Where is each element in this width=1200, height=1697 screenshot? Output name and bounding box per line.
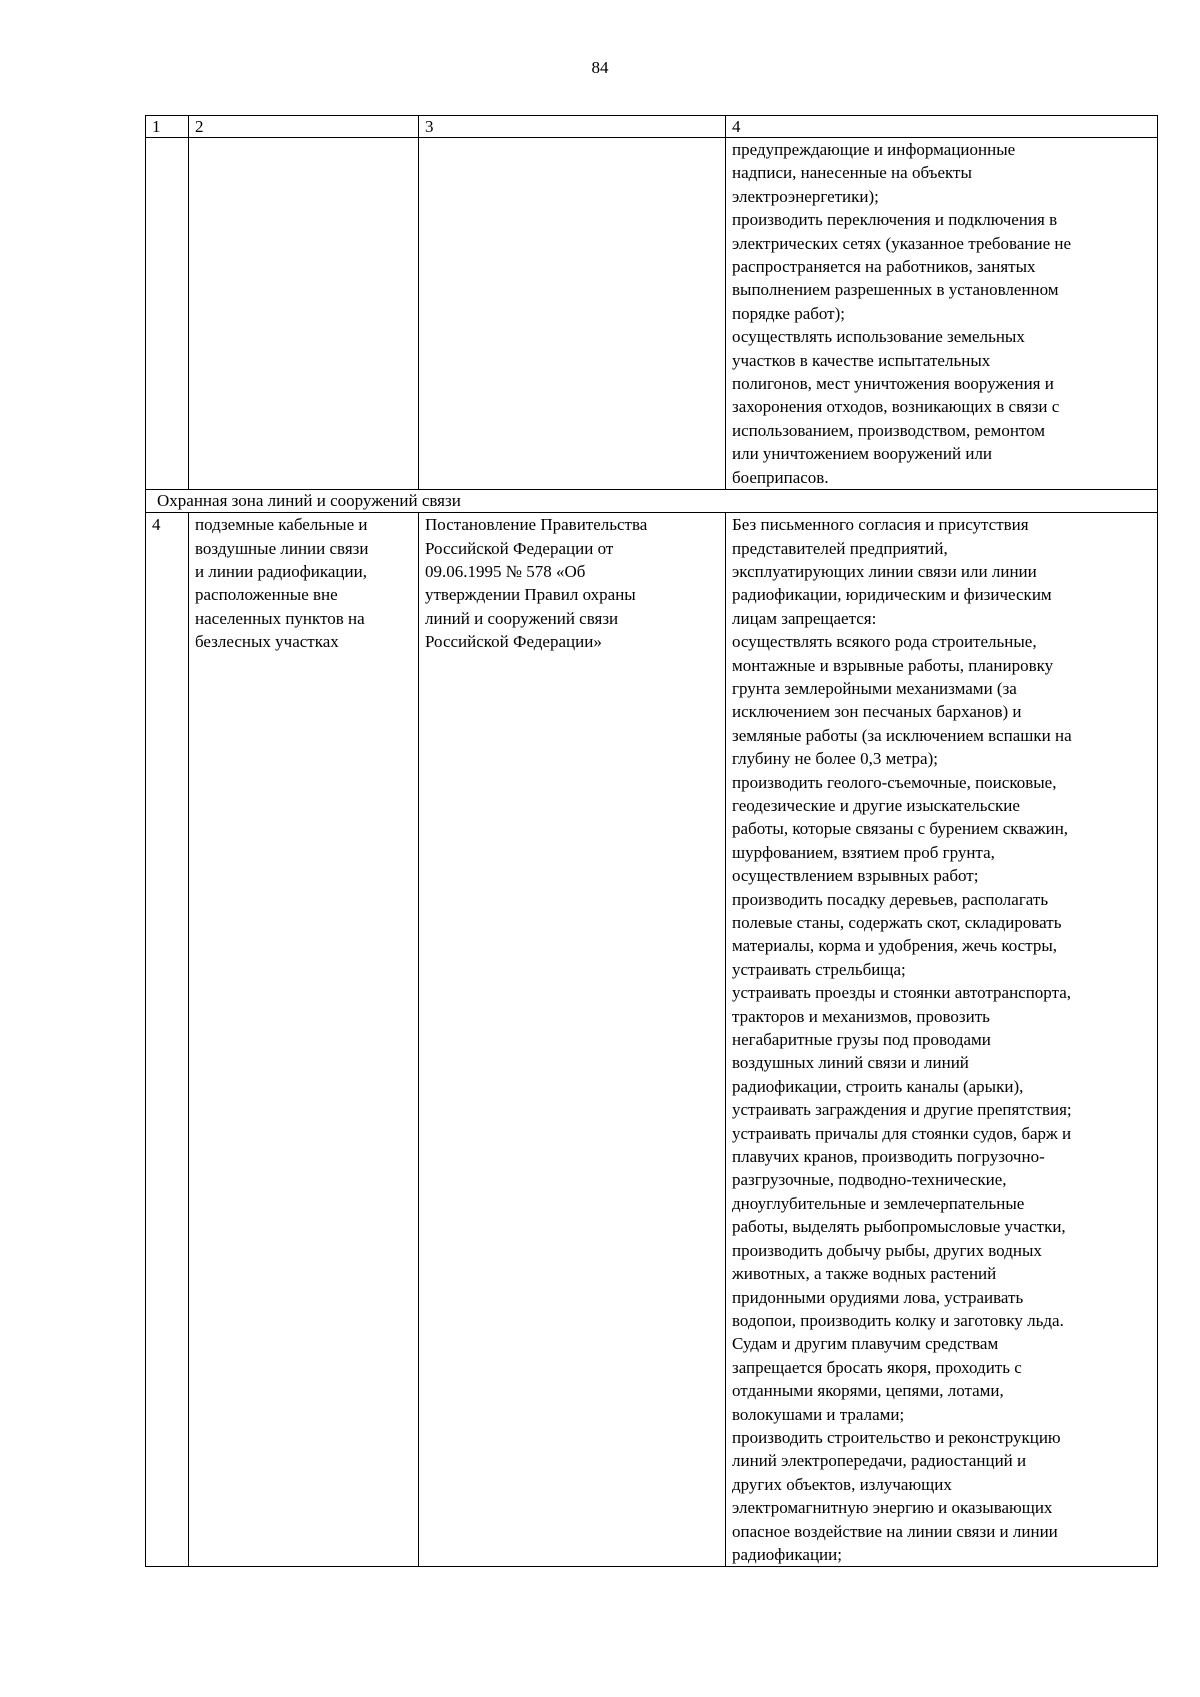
text-line: полевые станы, содержать скот, складировать xyxy=(732,913,1062,932)
text-line: лицам запрещается: xyxy=(732,608,877,628)
text-line: эксплуатирующих линии связи или линии xyxy=(732,561,1037,581)
object-description-cell xyxy=(189,513,419,1567)
text-line: материалы, корма и удобрения, жечь костры, xyxy=(732,936,1058,956)
header-cell-2: 2 xyxy=(189,116,419,138)
text-line: монтажные и взрывные работы, планировку xyxy=(732,655,1054,675)
text-line: Постановление Правительства xyxy=(425,515,648,535)
text-line: шурфованием, взятием проб грунта, xyxy=(732,842,995,862)
text-line: глубину не более 0,3 метра); xyxy=(732,749,938,769)
text-line: устраивать заграждения и другие препятствия; xyxy=(732,1100,1072,1120)
text-line: негабаритные грузы под проводами xyxy=(732,1030,991,1050)
text-line: радиофикации, юридическим и физическим xyxy=(732,585,1052,605)
row-number-cell: 4 xyxy=(146,513,189,1567)
text-line: электроэнергетики); xyxy=(732,186,879,206)
continuation-cell-1 xyxy=(146,138,189,490)
text-line: устраивать стрельбища; xyxy=(732,959,906,979)
text-line: представителей предприятий, xyxy=(732,538,948,558)
text-line: производить строительство и реконструкцию xyxy=(732,1427,1061,1447)
text-line: осуществлять использование земельных xyxy=(732,327,1025,347)
text-line: Российской Федерации» xyxy=(425,632,602,652)
text-line: производить геолого-съемочные, поисковые, xyxy=(732,772,1057,792)
text-line: воздушные линии связи xyxy=(195,538,369,558)
text-line: отданными якорями, цепями, лотами, xyxy=(732,1381,1004,1401)
text-line: использованием, производством, ремонтом xyxy=(732,420,1046,440)
text-line: производить посадку деревьев, располагать xyxy=(732,889,1049,909)
continuation-cell-3 xyxy=(419,138,726,490)
text-line: устраивать проезды и стоянки автотранспорта, xyxy=(732,983,1072,1003)
restrictions-cell xyxy=(726,513,1158,1567)
continuation-cell-2 xyxy=(189,138,419,490)
text-line: надписи, нанесенные на объекты xyxy=(732,163,972,183)
text-line: земляные работы (за исключением вспашки на xyxy=(732,725,1072,745)
text-line: предупреждающие и информационные xyxy=(732,140,1016,159)
text-line: расположенные вне xyxy=(195,585,338,605)
text-line: безлесных участках xyxy=(195,632,339,652)
text-line: исключением зон песчаных барханов) и xyxy=(732,702,1022,722)
text-line: придонными орудиями лова, устраивать xyxy=(732,1287,1024,1307)
text-line: распространяется на работников, занятых xyxy=(732,257,1036,277)
text-line: линий и сооружений связи xyxy=(425,608,619,628)
text-line: опасное воздействие на линии связи и линии xyxy=(732,1521,1058,1541)
text-line: воздушных линий связи и линий xyxy=(732,1053,969,1073)
legal-basis-cell xyxy=(419,513,726,1567)
section-row xyxy=(146,490,1158,513)
text-line: электрических сетях (указанное требование не xyxy=(732,233,1072,253)
text-line: порядке работ); xyxy=(732,303,845,323)
text-line: захоронения отходов, возникающих в связи с xyxy=(732,397,1060,417)
text-line: водопои, производить колку и заготовку льда. xyxy=(732,1310,1064,1330)
text-line: электромагнитную энергию и оказывающих xyxy=(732,1498,1053,1518)
table-row-4 xyxy=(146,513,1158,1567)
continuation-cell-4 xyxy=(726,138,1158,490)
text-line: плавучих кранов, производить погрузочно- xyxy=(732,1147,1045,1167)
text-line: работы, которые связаны с бурением скважин, xyxy=(732,819,1069,839)
text-line: дноуглубительные и землечерпательные xyxy=(732,1193,1025,1213)
text-line: и линии радиофикации, xyxy=(195,561,367,581)
text-line: 09.06.1995 № 578 «Об xyxy=(425,561,586,581)
text-line: подземные кабельные и xyxy=(195,515,368,535)
text-line: тракторов и механизмов, провозить xyxy=(732,1006,990,1026)
text-line: работы, выделять рыбопромысловые участки, xyxy=(732,1217,1066,1237)
text-line: других объектов, излучающих xyxy=(732,1474,952,1494)
text-line: радиофикации, строить каналы (арыки), xyxy=(732,1076,1024,1096)
text-line: участков в качестве испытательных xyxy=(732,350,991,370)
text-line: грунта землеройными механизмами (за xyxy=(732,678,1017,698)
header-cell-4: 4 xyxy=(726,116,1158,138)
header-cell-1: 1 xyxy=(146,116,189,138)
text-line: осуществлением взрывных работ; xyxy=(732,866,979,886)
text-line: или уничтожением вооружений или xyxy=(732,444,993,464)
page-number: 84 xyxy=(591,58,609,77)
text-line: осуществлять всякого рода строительные, xyxy=(732,632,1037,652)
text-line: устраивать причалы для стоянки судов, барж и xyxy=(732,1123,1072,1143)
protection-zones-table xyxy=(145,115,1158,1567)
text-line: геодезические и другие изыскательские xyxy=(732,795,1020,815)
text-line: населенных пунктов на xyxy=(195,608,365,628)
text-line: радиофикации; xyxy=(732,1544,842,1564)
text-line: производить добычу рыбы, других водных xyxy=(732,1240,1042,1260)
text-line: производить переключения и подключения в xyxy=(732,210,1058,230)
text-line: волокушами и тралами; xyxy=(732,1404,905,1424)
text-line: полигонов, мест уничтожения вооружения и xyxy=(732,374,1054,394)
table-header-row xyxy=(146,116,1158,138)
text-line: животных, а также водных растений xyxy=(732,1264,997,1284)
text-line: запрещается бросать якоря, проходить с xyxy=(732,1357,1022,1377)
text-line: Без письменного согласия и присутствия xyxy=(732,515,1029,535)
table-row-continuation xyxy=(146,138,1158,490)
text-line: линий электропередачи, радиостанций и xyxy=(732,1451,1027,1471)
text-line: боеприпасов. xyxy=(732,467,829,487)
section-title: Охранная зона линий и сооружений связи xyxy=(146,490,1158,513)
text-line: Судам и другим плавучим средствам xyxy=(732,1334,999,1354)
text-line: разгрузочные, подводно-технические, xyxy=(732,1170,1007,1190)
text-line: выполнением разрешенных в установленном xyxy=(732,280,1059,300)
header-cell-3: 3 xyxy=(419,116,726,138)
text-line: Российской Федерации от xyxy=(425,538,614,558)
text-line: утверждении Правил охраны xyxy=(425,585,636,605)
